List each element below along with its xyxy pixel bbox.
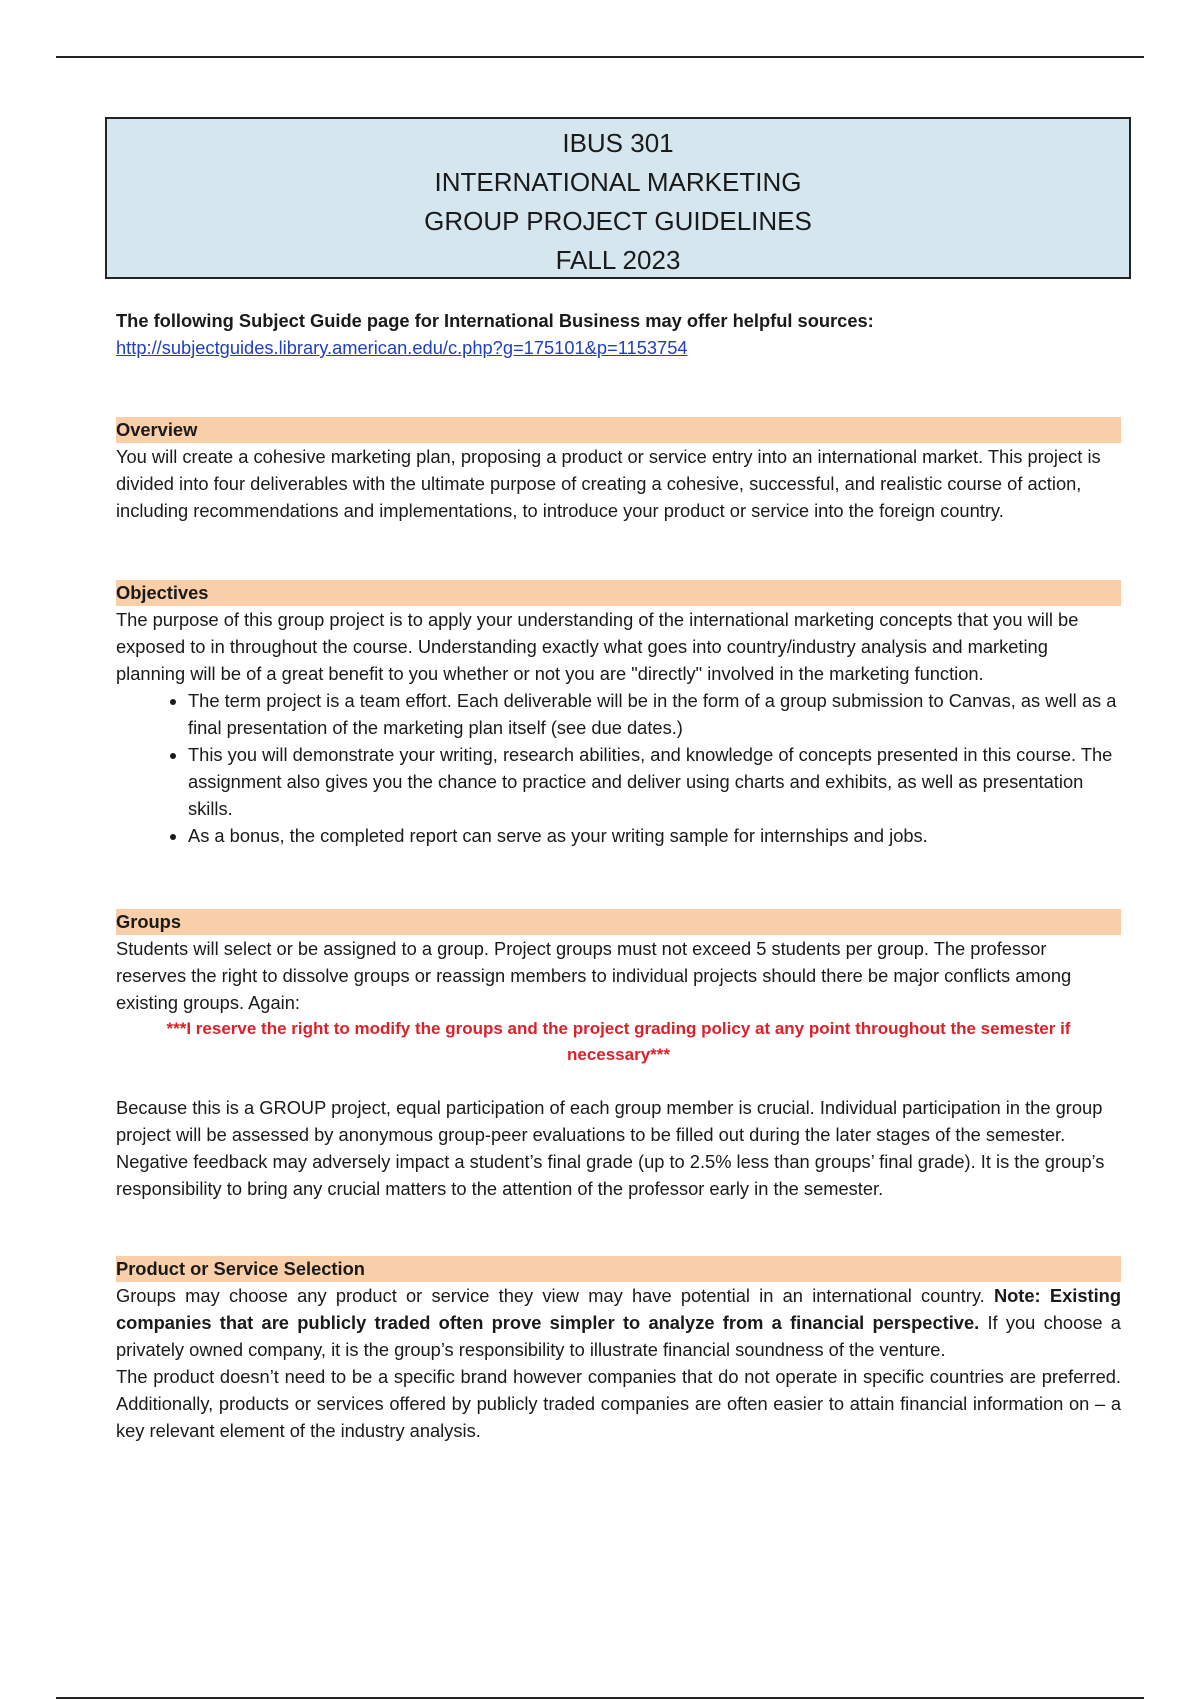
product-body-b: If you choose a privately owned company, it is the group’s responsibility to illustrate financial soundness of the venture. [116, 1312, 1121, 1360]
product-note: Note: Existing companies that are publicly traded often prove simpler to analyze from a financial perspective. [116, 1285, 1121, 1333]
intro-text: The following Subject Guide page for International Business may offer helpful sources: [116, 310, 874, 331]
product-body-a: Groups may choose any product or service they view may have potential in an international country. [116, 1285, 985, 1306]
groups-warning: ***I reserve the right to modify the groups and the project grading policy at any point throughout the semester if necessary*** [166, 1019, 1071, 1064]
top-rule [56, 56, 1144, 58]
groups-section [116, 909, 1121, 1202]
objectives-list [116, 687, 1121, 849]
groups-body: Students will select or be assigned to a group. Project groups must not exceed 5 students per group. The professor reserves the right to dissolve groups or reassign members to individual projects should there be major conflicts among existing groups. Again: [116, 938, 1072, 1013]
term: FALL 2023 [555, 245, 681, 275]
objectives-section [116, 580, 1121, 849]
product-section [116, 1256, 1121, 1444]
groups-participation: Because this is a GROUP project, equal participation of each group member is crucial. Individual participation in the group project will be assessed by anonymous group-peer evaluations to be filled out during the later stages of the semester. Negative feedback may adversely impact a student’s final grade (up to 2.5% less than groups’ final grade). It is the group’s responsibility to bring any crucial matters to the attention of the professor early in the semester. [116, 1097, 1105, 1199]
product-body [116, 1282, 1121, 1363]
list-item: • This you will demonstrate your writing, research abilities, and knowledge of concepts presented in this course. The assignment also gives you the chance to practice and deliver using charts and exhibits, as well as presentation skills. [188, 741, 1121, 822]
product-body-2: The product doesn’t need to be a specific brand however companies that do not operate in specific countries are preferred. Additionally, products or services offered by publicly traded companies are often easier to attain financial information on – a key relevant element of the industry analysis. [116, 1366, 1121, 1441]
list-item: • As a bonus, the completed report can serve as your writing sample for internships and jobs. [188, 822, 1121, 849]
overview-body: You will create a cohesive marketing plan, proposing a product or service entry into an international market. This project is divided into four deliverables with the ultimate purpose of creating a cohesive, successful, and realistic course of action, including recommendations and implementations, to introduce your product or service into the foreign country. [116, 446, 1101, 521]
product-heading: Product or Service Selection [116, 1256, 1121, 1282]
course-name: INTERNATIONAL MARKETING [434, 167, 802, 197]
objectives-body: The purpose of this group project is to apply your understanding of the international marketing concepts that you will be exposed to in throughout the course. Understanding exactly what goes into country/industry analysis and marketing planning will be of a great benefit to you whether or not you are "directly" involved in the marketing function. [116, 609, 1079, 684]
title-box [105, 117, 1131, 279]
intro-block [116, 307, 1121, 361]
subject-guide-link[interactable]: http://subjectguides.library.american.edu/c.php?g=175101&p=1153754 [116, 337, 688, 358]
objectives-heading: Objectives [116, 580, 1121, 606]
overview-section [116, 417, 1121, 524]
course-code: IBUS 301 [562, 128, 674, 158]
list-item: • The term project is a team effort. Each deliverable will be in the form of a group submission to Canvas, as well as a final presentation of the marketing plan itself (see due dates.) [188, 687, 1121, 741]
document-title: GROUP PROJECT GUIDELINES [424, 206, 812, 236]
overview-heading: Overview [116, 417, 1121, 443]
groups-heading: Groups [116, 909, 1121, 935]
bottom-rule [56, 1697, 1144, 1699]
